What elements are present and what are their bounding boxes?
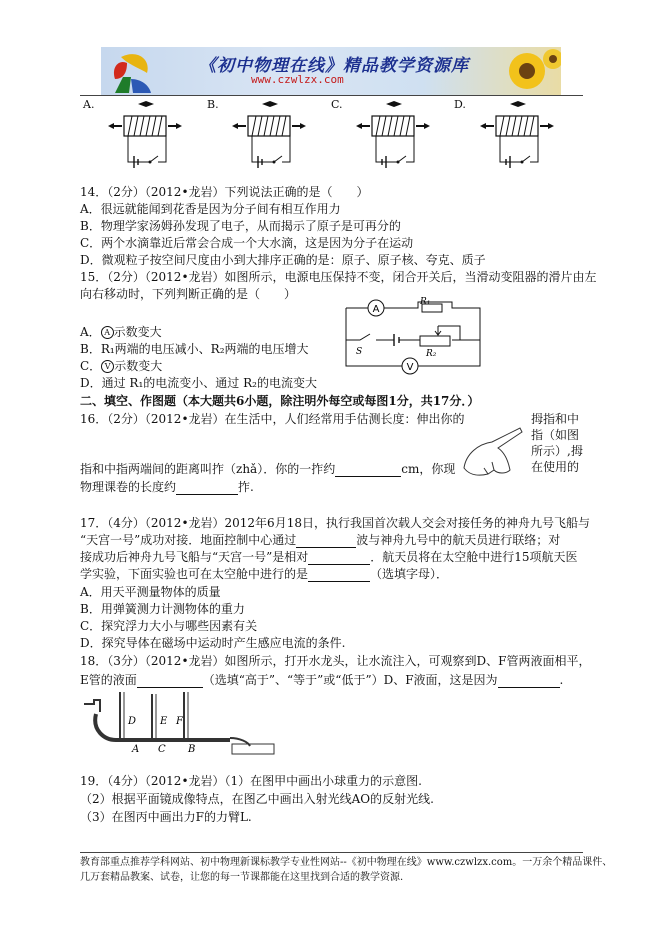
q16-blank-2[interactable]: [176, 482, 238, 495]
q16-side2: 指（如图: [531, 428, 580, 442]
q15-option-c-text: 示数变大: [114, 359, 163, 373]
sunflower-image: [493, 47, 561, 95]
q17-blank-2[interactable]: [308, 552, 370, 565]
q15-option-b: B．R₁两端的电压减小、R₂两端的电压增大: [80, 342, 309, 356]
q14-option-c: C．两个水滴靠近后常会合成一个大水滴，这是因为分子在运动: [80, 236, 414, 250]
q13-diagram-b: [224, 100, 314, 172]
section-2-heading: 二、填空、作图题（本大题共6小题，除注明外每空或每图1分，共17分．）: [80, 394, 480, 408]
q18-tube-diagram: [80, 690, 280, 756]
q15-circuit-diagram: [342, 296, 484, 376]
q17-option-c: C．探究浮力大小与哪些因素有关: [80, 619, 258, 633]
pipe-label-f: F: [176, 716, 183, 727]
q18-blank-2[interactable]: [498, 675, 560, 688]
point-label-a: A: [132, 744, 140, 755]
q16-side3: 所示）,拇: [531, 444, 583, 458]
q14-option-d: D．微观粒子按空间尺度由小到大排序正确的是：原子、原子核、夸克、质子: [80, 253, 486, 267]
ammeter-symbol: A: [101, 326, 114, 339]
q17-line1: 17．（4分）（2012•龙岩）2012年6月18日，执行我国首次载人交会对接任务的神舟九号飞船与: [80, 516, 590, 530]
q16-line2: 指和中指两端间的距离叫拃（zhǎ）．你的一拃约 cm，你现: [80, 462, 456, 476]
q15-option-a: A． A 示数变大: [80, 325, 162, 339]
q15-option-a-text: 示数变大: [113, 325, 162, 339]
q17-option-a: A．用天平测量物体的质量: [80, 585, 221, 599]
q13-diagram-c: [348, 100, 438, 172]
q15-option-c: C． V 示数变大: [80, 359, 163, 373]
q13-diagram-d: [472, 100, 562, 172]
q16-side1: 拇指和中: [531, 412, 580, 426]
banner-url: www.czwlzx.com: [251, 73, 344, 86]
header-rule: [80, 95, 583, 96]
q17-line2: “天宫一号”成功对接．地面控制中心通过 波与神舟九号中的航天员进行联络；对: [80, 533, 561, 547]
voltmeter-symbol: V: [101, 360, 114, 373]
r2-label: R₂: [426, 349, 437, 359]
q17-option-d: D．探究导体在磁场中运动时产生感应电流的条件.: [80, 636, 346, 650]
q13-option-b: B.: [207, 98, 219, 111]
header-banner: [101, 47, 561, 95]
site-logo: [107, 49, 155, 95]
q14-option-a: A．很远就能闻到花香是因为分子间有相互作用力: [80, 202, 341, 216]
q13-option-a: A.: [83, 98, 95, 111]
q17-option-b: B．用弹簧测力计测物体的重力: [80, 602, 245, 616]
q15-stem-line2: 向右移动时，下列判断正确的是（ ）: [80, 287, 297, 301]
q16-blank-1[interactable]: [335, 464, 401, 477]
q18-line1: 18．（3分）（2012•龙岩）如图所示，打开水龙头，让水流注入，可观察到D、F管两液面相平，: [80, 654, 591, 668]
footer-line1: 教育部重点推荐学科网站、初中物理新课标教学专业性网站--《初中物理在线》www.czwlzx.com。一万余个精品课件、: [80, 857, 613, 868]
q17-blank-3[interactable]: [308, 569, 370, 582]
point-label-b: B: [188, 744, 196, 755]
banner-title: 《初中物理在线》精品教学资源库: [199, 56, 469, 76]
switch-label: S: [356, 347, 363, 357]
q16-line3: 物理课卷的长度约 拃.: [80, 480, 254, 494]
voltmeter-label: V: [406, 362, 414, 373]
q19-line1: 19．（4分）（2012•龙岩）（1）在图甲中画出小球重力的示意图.: [80, 774, 422, 788]
point-label-c: C: [158, 744, 166, 755]
q14-stem: 14．（2分）（2012•龙岩）下列说法正确的是（ ）: [80, 185, 369, 199]
q17-line4: 学实验，下面实验也可在太空舱中进行的是 （选填字母）．: [80, 567, 449, 581]
q19-line2: （2）根据平面镜成像特点，在图乙中画出入射光线AO的反射光线.: [80, 792, 434, 806]
r1-label: R₁: [420, 297, 431, 307]
q19-line3: （3）在图丙中画出力F的力臂L.: [80, 810, 252, 824]
q13-option-d: D.: [454, 98, 466, 111]
q18-blank-1[interactable]: [137, 675, 203, 688]
q16-line1: 16．（2分）（2012•龙岩）在生活中，人们经常用手估测长度：伸出你的: [80, 412, 465, 426]
q18-line2: E管的液面 （选填“高于”、“等于”或“低于”）D、F液面，这是因为 .: [80, 673, 564, 687]
hand-span-image: [458, 424, 528, 478]
footer-rule: [80, 852, 583, 853]
q15-option-d: D．通过 R₁的电流变小、通过 R₂的电流变大: [80, 376, 317, 390]
q14-option-b: B．物理学家汤姆孙发现了电子，从而揭示了原子是可再分的: [80, 219, 401, 233]
q15-stem-line1: 15．（2分）（2012•龙岩）如图所示，电源电压保持不变，闭合开关后，当滑动变阻器的滑片由左: [80, 270, 597, 284]
q17-blank-1[interactable]: [296, 535, 356, 548]
q13-diagram-a: [100, 100, 190, 172]
pipe-label-d: D: [128, 716, 137, 727]
footer-line2: 几万套精品教案、试卷，让您的每一节课都能在这里找到合适的教学资源.: [80, 872, 404, 883]
q17-line3: 接成功后神舟九号飞船与“天宫一号”是相对 ．航天员将在太空舱中进行15项航天医: [80, 550, 578, 564]
pipe-label-e: E: [160, 716, 168, 727]
q13-option-c: C.: [331, 98, 343, 111]
q16-side4: 在使用的: [531, 460, 580, 474]
ammeter-label: A: [372, 304, 380, 315]
